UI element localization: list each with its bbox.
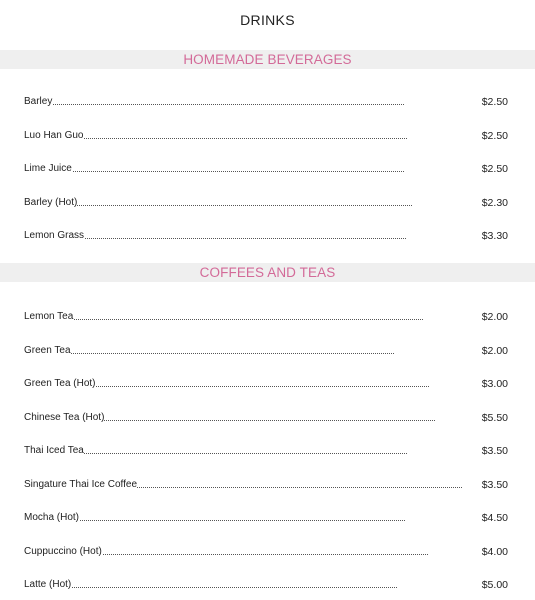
item-price: $2.50 (481, 96, 508, 108)
item-price: $5.00 (481, 579, 508, 591)
menu-list-homemade-beverages (0, 94, 535, 262)
item-price: $3.50 (481, 478, 508, 491)
item-price: $5.50 (481, 411, 508, 424)
dotted-leader (24, 205, 412, 206)
dotted-leader (24, 587, 397, 588)
item-price: $3.50 (481, 445, 508, 457)
menu-item (0, 544, 535, 578)
menu-item (0, 343, 535, 377)
dotted-leader (24, 104, 404, 105)
menu-item (0, 510, 535, 544)
menu-item (0, 477, 535, 511)
menu-item (0, 577, 535, 600)
item-name: Singature Thai Ice Coffee (24, 477, 137, 493)
dotted-leader (24, 520, 405, 521)
section-heading-band (0, 263, 535, 282)
dotted-leader (24, 171, 404, 172)
item-price: $3.30 (481, 230, 508, 242)
section-heading-band (0, 50, 535, 69)
item-name: Barley (Hot) (24, 195, 77, 211)
section-heading: COFFEES AND TEAS (199, 265, 336, 280)
menu-item (0, 443, 535, 477)
item-name: Mocha (Hot) (24, 510, 79, 526)
item-price: $2.00 (481, 311, 508, 323)
item-name: Lemon Grass (24, 228, 84, 244)
menu-list-coffees-and-teas (0, 309, 535, 600)
item-name: Luo Han Guo (24, 128, 84, 144)
menu-item (0, 228, 535, 262)
item-price: $4.00 (481, 545, 508, 558)
item-price: $4.50 (481, 512, 508, 524)
menu-item (0, 161, 535, 195)
menu-item (0, 309, 535, 343)
section-heading: HOMEMADE BEVERAGES (183, 52, 352, 67)
item-name: Cuppuccino (Hot) (24, 544, 102, 560)
item-name: Green Tea (24, 343, 71, 359)
menu-item (0, 94, 535, 128)
dotted-leader (24, 353, 394, 354)
item-price: $3.00 (481, 378, 508, 390)
item-name: Latte (Hot) (24, 577, 71, 593)
item-name: Thai Iced Tea (24, 443, 84, 459)
dotted-leader (24, 319, 423, 320)
item-price: $2.50 (481, 163, 508, 175)
item-name: Lemon Tea (24, 309, 73, 325)
item-name: Lime Juice (24, 161, 72, 177)
item-name: Chinese Tea (Hot) (24, 410, 104, 426)
menu-item (0, 376, 535, 410)
item-name: Barley (24, 94, 52, 110)
page-title: DRINKS (240, 12, 295, 28)
item-price: $2.00 (481, 344, 508, 357)
item-price: $2.50 (481, 129, 508, 142)
item-name: Green Tea (Hot) (24, 376, 96, 392)
item-price: $2.30 (481, 196, 508, 209)
menu-item (0, 195, 535, 229)
menu-item (0, 410, 535, 444)
menu-item (0, 128, 535, 162)
